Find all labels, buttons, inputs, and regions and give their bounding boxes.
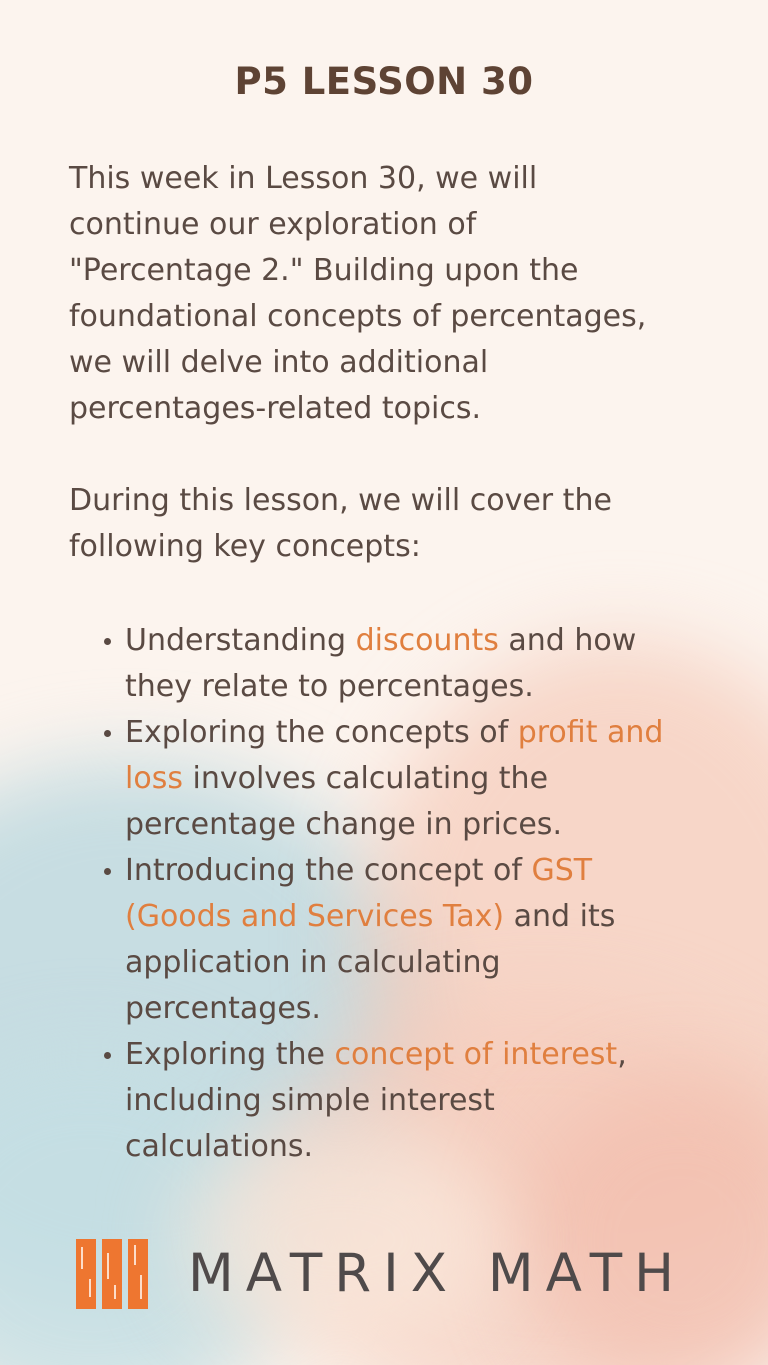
concept-highlight: concept of interest [334,1037,618,1072]
concept-text: Understanding [125,623,356,658]
concept-text: application in calculating [125,945,501,980]
concept-highlight: profit and [517,715,664,750]
concept-item-gst [125,848,745,1032]
lead-paragraph [69,478,749,570]
concept-item-profit-loss [125,710,745,848]
intro-line: "Percentage 2." Building upon the [69,253,579,288]
intro-line: percentages-related topics. [69,391,482,426]
concept-text: calculations. [125,1129,314,1164]
concept-highlight: loss [125,761,183,796]
three-bars-logo-icon [76,1239,148,1309]
concept-text: Exploring the [125,1037,335,1072]
concept-text: they relate to percentages. [125,669,534,704]
concept-text: Introducing the concept of [125,853,532,888]
key-concepts-list [125,618,745,1170]
intro-line: we will delve into additional [69,345,489,380]
intro-line: foundational concepts of percentages, [69,299,647,334]
brand-name: MATRIX MATH [188,1243,686,1304]
concept-text: involves calculating the [182,761,549,796]
page-title: P5 LESSON 30 [234,60,534,103]
lead-line: During this lesson, we will cover the [69,483,612,518]
lead-line: following key concepts: [69,529,421,564]
concept-text: Exploring the concepts of [125,715,518,750]
concept-text: and its [504,899,616,934]
concept-item-discounts [125,618,745,710]
concept-item-interest [125,1032,745,1170]
concept-text: including simple interest [125,1083,495,1118]
concept-highlight: GST [531,853,593,888]
intro-paragraph [69,156,749,432]
concept-highlight: (Goods and Services Tax) [125,899,505,934]
intro-line: continue our exploration of [69,207,477,242]
concept-text: percentages. [125,991,321,1026]
concept-highlight: discounts [355,623,499,658]
intro-line: This week in Lesson 30, we will [69,161,538,196]
concept-text: , [617,1037,627,1072]
concept-text: and how [498,623,637,658]
brand-footer [76,1239,736,1309]
concept-text: percentage change in prices. [125,807,562,842]
